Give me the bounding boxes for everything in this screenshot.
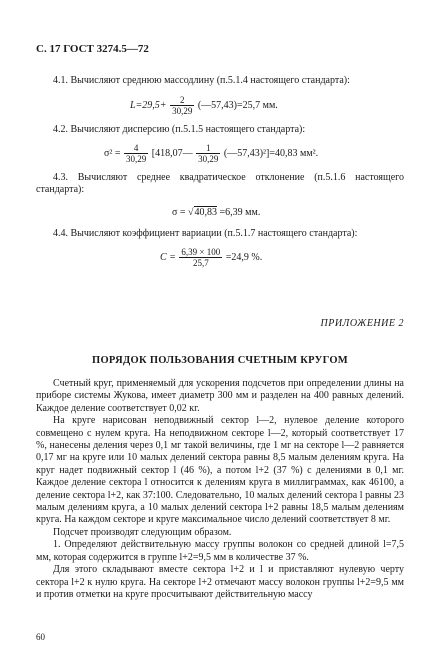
formula-mid: [418,07— — [151, 147, 193, 159]
section-4-1-text: 4.1. Вычисляют среднюю массодлину (п.5.1.4 настоящего стандарта): — [53, 75, 350, 86]
formula-mean-length — [130, 95, 278, 116]
section-title: ПОРЯДОК ПОЛЬЗОВАНИЯ СЧЕТНЫМ КРУГОМ — [91, 355, 348, 366]
formula-lhs: σ = √ — [172, 207, 194, 218]
paragraph: Подсчет производят следующим образом. — [53, 526, 232, 538]
paragraph: Счетный круг, применяемый для ускорения подсчетов при определении длины на приборе системы Жукова, имеет диаметр 300 мм и разделен на 400 равных делений. Каждое деление соответствует 0,02 кг. — [36, 378, 404, 414]
fraction — [196, 143, 220, 164]
denominator: 30,29 — [172, 106, 193, 116]
numerator: 6,39 × 100 — [181, 247, 221, 257]
denominator: 30,29 — [198, 154, 219, 164]
numerator: 1 — [196, 143, 220, 154]
formula-std-deviation — [172, 207, 260, 218]
page-number: 60 — [36, 632, 45, 642]
denominator: 25,7 — [192, 258, 209, 268]
formula-variation — [160, 247, 262, 268]
body-text — [36, 378, 404, 601]
paragraph: На круге нарисован неподвижный сектор l—2, нулевое деление которого совмещено с нулем круга. На неподвижном секторе l—2, который соответствует 17 %, нанесены деления через 0,1 мг такой величины, где 1 мг на секторе l—2 равняется 0,17 мг на круге или 10 малых делений сектора равны 8,5 малым делениям круга. На круг надет подвижный сектор l (46 %), а потом l+2 (37 %) с делениями в 0,1 мг. Каждое деление сектора l относится к делениям круга в миллиграммах, как 46100, а деление сектора l+2, как 37:100. Следовательно, 10 малых делений сектора l равны 23 малым делениям круга, а 10 малых делений сектора l+2 равны 18,5 малым делениям круга. На каждом секторе и круге максимальное число делений соответствует 8 мг. — [36, 415, 404, 526]
formula-rhs: =24,9 %. — [225, 251, 263, 263]
radicand: 40,83 — [194, 207, 218, 218]
appendix-label: ПРИЛОЖЕНИЕ 2 — [320, 318, 404, 329]
paragraph: Для этого складывают вместе сектора l+2 и l и приставляют нулевую черту сектора l+2 к нулю круга. На секторе l+2 отмечают массу волокон группы l+2=9,5 мм и против отметки на круге просчитывают действительную массу — [36, 564, 404, 600]
page-header: С. 17 ГОСТ 3274.5—72 — [36, 43, 149, 55]
formula-rhs: =6,39 мм. — [219, 207, 261, 218]
fraction — [179, 247, 222, 268]
section-4-4-text: 4.4. Вычисляют коэффициент вариации (п.5.1.7 настоящего стандарта): — [53, 228, 358, 239]
section-4-3-text: 4.3. Вычисляют среднее квадратическое отклонение (п.5.1.6 настоящего стандарта): — [36, 172, 404, 196]
formula-dispersion — [104, 143, 318, 164]
formula-rhs: (—57,43)=25,7 мм. — [197, 99, 278, 111]
formula-lhs: σ² = — [104, 147, 121, 159]
formula-lhs: L=29,5+ — [130, 99, 167, 111]
numerator: 2 — [170, 95, 194, 106]
numerator: 4 — [124, 143, 148, 154]
fraction — [124, 143, 148, 164]
section-4-2-text: 4.2. Вычисляют дисперсию (п.5.1.5 настоящего стандарта): — [53, 124, 306, 135]
formula-lhs: C = — [160, 251, 176, 263]
fraction — [170, 95, 194, 116]
denominator: 30,29 — [126, 154, 147, 164]
formula-rhs: (—57,43)²]=40,83 мм². — [223, 147, 319, 159]
paragraph: 1. Определяют действительную массу группы волокон со средней длиной l=7,5 мм, которая содержится в группе l+2=9,5 мм в количестве 37 %. — [36, 539, 404, 563]
